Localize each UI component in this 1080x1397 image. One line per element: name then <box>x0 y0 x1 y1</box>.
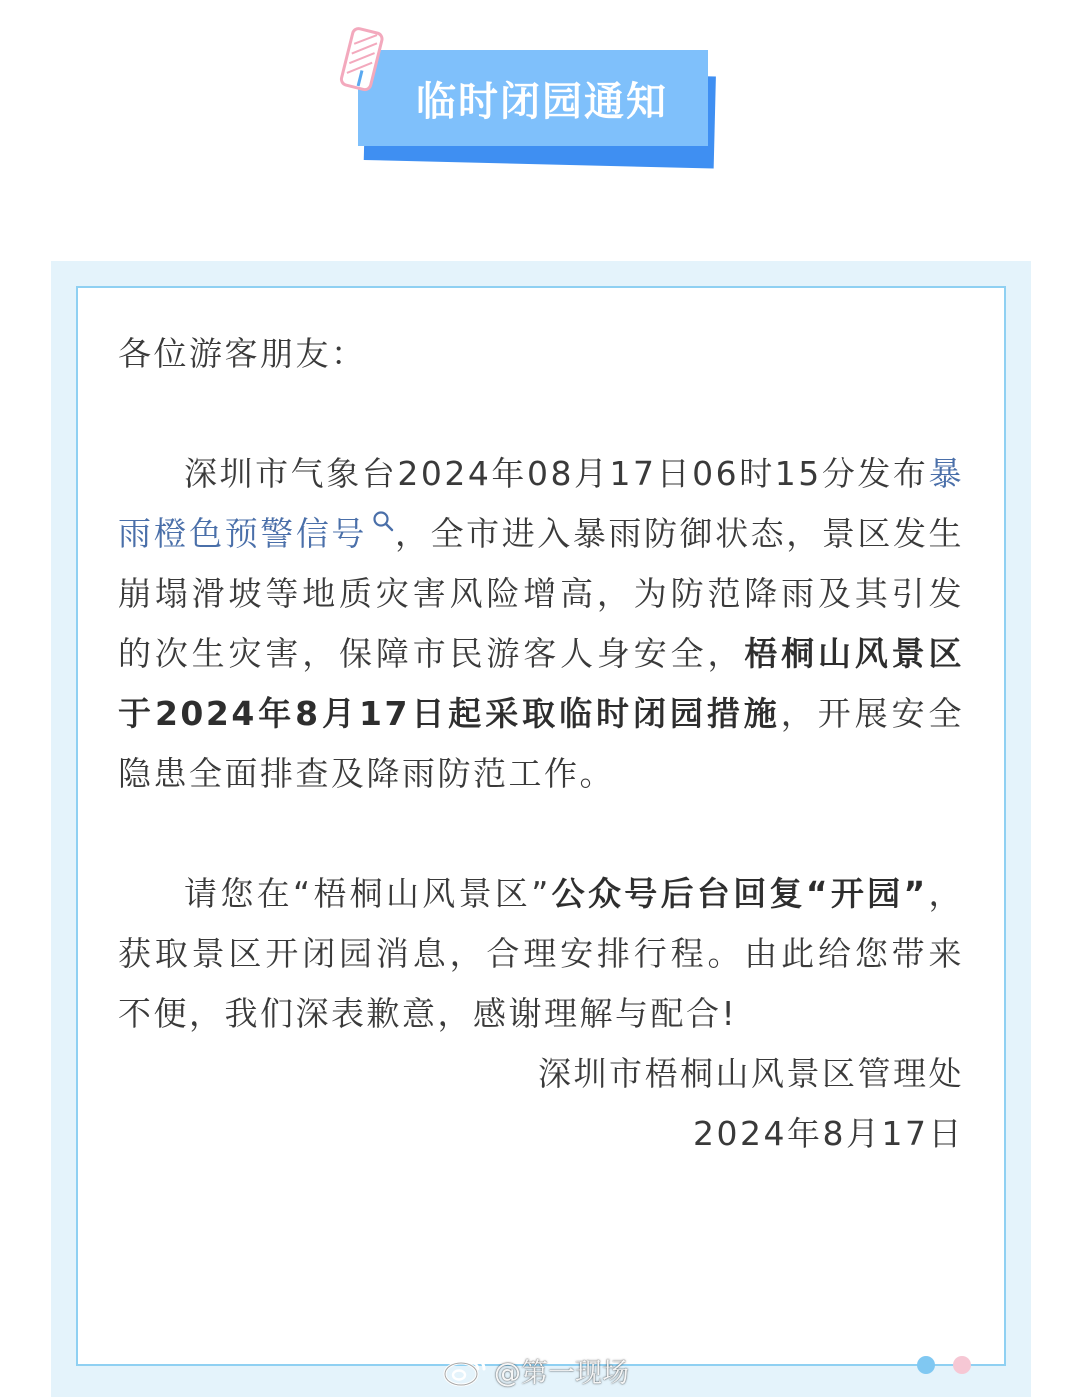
notice-card <box>51 261 1031 1397</box>
para2-intro: 请您在“梧桐山风景区” <box>184 874 551 913</box>
warning-signal-link[interactable]: 暴雨橙色预警信号 <box>118 454 964 553</box>
decor-dot-pink <box>953 1356 971 1374</box>
notice-banner <box>336 26 716 166</box>
signature <box>118 1044 964 1164</box>
closure-statement: 梧桐山风景区于2024年8月17日起采取临时闭园措施 <box>118 634 965 733</box>
greeting: 各位游客朋友： <box>118 334 367 373</box>
notice-card-inner <box>76 286 1006 1366</box>
signature-date: 2024年8月17日 <box>693 1114 964 1153</box>
para1-intro: 深圳市气象台2024年08月17日06时15分发布 <box>184 454 929 493</box>
watermark <box>442 1350 629 1390</box>
paragraph-closure <box>118 444 964 804</box>
search-icon[interactable] <box>371 509 395 533</box>
notice-title: 临时闭园通知 <box>416 78 668 125</box>
para1-end: ，开展安全隐患全面排查及降雨防范工作。 <box>118 694 965 793</box>
weibo-icon <box>442 1353 488 1387</box>
banner-face <box>358 50 708 146</box>
para2-end: ，获取景区开闭园消息，合理安排行程。由此给您带来不便，我们深表歉意，感谢理解与配合! <box>118 874 965 1033</box>
paragraph-reply <box>118 864 964 1044</box>
pencil-icon <box>336 26 386 98</box>
watermark-text: @第一现场 <box>494 1357 629 1389</box>
decor-dot-blue <box>917 1356 935 1374</box>
notice-body <box>118 324 964 1164</box>
reply-instruction: 公众号后台回复“开园” <box>550 874 928 913</box>
signature-org: 深圳市梧桐山风景区管理处 <box>538 1054 964 1093</box>
para1-middle: ，全市进入暴雨防御状态，景区发生崩塌滑坡等地质灾害风险增高，为防范降雨及其引发的次生灾害，保障市民游客人身安全， <box>118 514 965 673</box>
